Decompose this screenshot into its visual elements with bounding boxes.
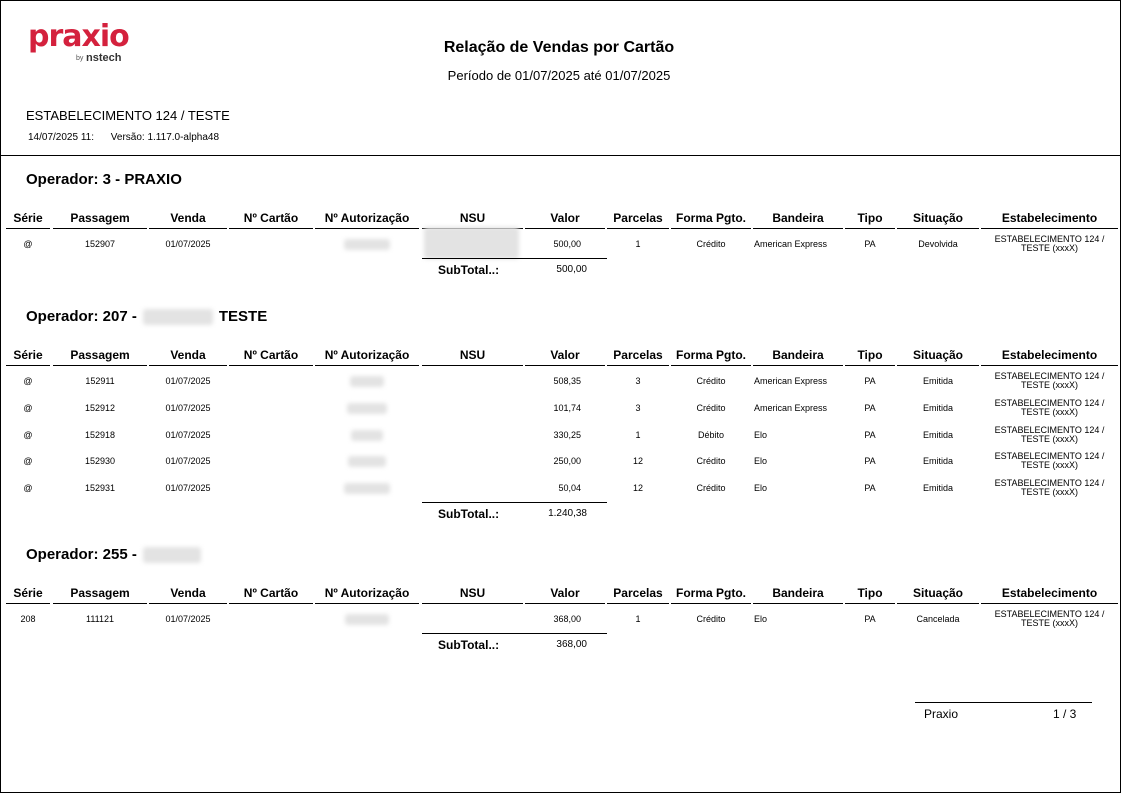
- cell-serie: @: [23, 456, 33, 467]
- column-header: Série: [13, 348, 43, 362]
- cell-bandeira: Elo: [754, 429, 768, 440]
- establishment-cell: ESTABELECIMENTO 124 / TESTE (xxxX): [994, 371, 1105, 390]
- column-header-underline: [525, 228, 605, 229]
- column-header: NSU: [459, 348, 486, 362]
- cell-serie: @: [23, 376, 33, 386]
- column-header-underline: [845, 365, 895, 366]
- column-header-underline: [229, 228, 313, 229]
- column-header-underline: [753, 603, 843, 604]
- column-header: Bandeira: [772, 211, 824, 225]
- column-header-underline: [753, 228, 843, 229]
- column-header: Série: [13, 211, 43, 225]
- column-header: Nº Autorização: [324, 348, 410, 362]
- establishment-cell: ESTABELECIMENTO 124 / TESTE (xxxX): [994, 234, 1105, 253]
- cell-forma: Débito: [697, 429, 724, 440]
- column-header: Valor: [550, 348, 580, 362]
- cell-passagem: 152930: [84, 456, 116, 467]
- logo-wordmark: praxio: [28, 19, 129, 54]
- cell-tipo: PA: [864, 614, 876, 624]
- cell-venda: 01/07/2025: [165, 402, 211, 413]
- column-header: Parcelas: [613, 211, 663, 225]
- column-header: Parcelas: [613, 348, 663, 362]
- cell-tipo: PA: [864, 483, 876, 494]
- cell-parcelas: 3: [635, 402, 641, 413]
- establishment-name: ESTABELECIMENTO 124 / TESTE: [26, 108, 230, 123]
- column-header-underline: [671, 365, 751, 366]
- column-header: Estabelecimento: [1001, 586, 1098, 600]
- column-header: Passagem: [70, 586, 130, 600]
- column-header-underline: [229, 603, 313, 604]
- column-header-underline: [981, 603, 1118, 604]
- column-header: Nº Cartão: [243, 211, 299, 225]
- column-header: Passagem: [70, 348, 130, 362]
- redacted-nsu: [424, 227, 519, 259]
- establishment-cell: ESTABELECIMENTO 124 / TESTE (xxxX): [994, 424, 1105, 444]
- cell-serie: 208: [20, 614, 36, 624]
- cell-venda: 01/07/2025: [165, 614, 211, 624]
- subtotal-label: SubTotal..:: [438, 262, 500, 277]
- cell-parcelas: 12: [632, 456, 643, 467]
- subtotal-value: 500,00: [556, 263, 587, 275]
- cell-situacao: Emitida: [922, 483, 953, 494]
- cell-valor: 508,35: [553, 376, 581, 386]
- establishment-cell: ESTABELECIMENTO 124 / TESTE (xxxX): [994, 397, 1105, 417]
- column-header: Passagem: [70, 211, 130, 225]
- logo-company: nstech: [86, 52, 122, 64]
- cell-passagem: 152931: [84, 483, 116, 494]
- redacted-authorization: [350, 376, 384, 387]
- column-header-underline: [149, 228, 227, 229]
- cell-parcelas: 3: [635, 376, 641, 386]
- column-header-underline: [671, 228, 751, 229]
- column-header-underline: [525, 603, 605, 604]
- column-header-underline: [981, 365, 1118, 366]
- column-header-underline: [229, 365, 313, 366]
- report-period: Período de 01/07/2025 até 01/07/2025: [447, 68, 671, 83]
- report-version: Versão: 1.117.0-alpha48: [110, 132, 220, 143]
- report-meta: [28, 132, 233, 143]
- column-header-underline: [671, 603, 751, 604]
- operator-heading: [26, 546, 207, 563]
- column-header-underline: [753, 365, 843, 366]
- cell-forma: Crédito: [696, 402, 726, 413]
- cell-passagem: 152918: [84, 429, 116, 440]
- cell-parcelas: 12: [632, 483, 643, 494]
- column-header: Parcelas: [613, 586, 663, 600]
- cell-valor: 101,74: [553, 402, 581, 413]
- column-header-underline: [981, 228, 1118, 229]
- establishment-cell: ESTABELECIMENTO 124 / TESTE (xxxX): [994, 478, 1105, 498]
- cell-situacao: Emitida: [922, 376, 953, 386]
- column-header: Tipo: [857, 211, 883, 225]
- cell-situacao: Emitida: [922, 402, 953, 413]
- column-header-underline: [607, 228, 669, 229]
- cell-passagem: 111121: [85, 614, 115, 624]
- cell-parcelas: 1: [635, 429, 641, 440]
- column-header: Valor: [550, 211, 580, 225]
- cell-tipo: PA: [864, 402, 876, 413]
- redacted-authorization: [344, 239, 390, 250]
- operator-label: Operador: 255 -: [26, 546, 137, 563]
- column-header-underline: [315, 603, 419, 604]
- subtotal-label: SubTotal..:: [438, 637, 500, 652]
- redacted-authorization: [347, 403, 387, 414]
- cell-forma: Crédito: [696, 456, 726, 467]
- column-header: Bandeira: [772, 348, 824, 362]
- subtotal-value: 368,00: [556, 638, 587, 650]
- cell-situacao: Devolvida: [918, 239, 958, 249]
- operator-suffix: TESTE: [218, 308, 268, 325]
- cell-serie: @: [23, 402, 33, 413]
- column-header-underline: [53, 365, 147, 366]
- subtotal-divider: [422, 502, 607, 503]
- cell-tipo: PA: [864, 376, 876, 386]
- column-header-underline: [6, 365, 50, 366]
- report-date: 14/07/2025 11:: [28, 132, 94, 143]
- cell-forma: Crédito: [696, 376, 726, 386]
- cell-venda: 01/07/2025: [165, 429, 211, 440]
- cell-valor: 50,04: [558, 483, 581, 494]
- column-header: Bandeira: [772, 586, 824, 600]
- column-header: Nº Cartão: [243, 348, 299, 362]
- subtotal-value: 1.240,38: [548, 508, 587, 519]
- cell-serie: @: [23, 483, 33, 494]
- cell-forma: Crédito: [696, 239, 726, 249]
- cell-tipo: PA: [864, 456, 876, 467]
- cell-tipo: PA: [864, 429, 876, 440]
- establishment-cell: ESTABELECIMENTO 124 / TESTE (xxxX): [994, 609, 1105, 628]
- column-header-underline: [607, 365, 669, 366]
- cell-tipo: PA: [864, 239, 876, 249]
- footer-page-number: 1 / 3: [1053, 707, 1077, 721]
- cell-parcelas: 1: [635, 614, 641, 624]
- cell-valor: 330,25: [553, 429, 581, 440]
- column-header-underline: [53, 228, 147, 229]
- column-header-underline: [422, 365, 523, 366]
- redacted-authorization: [351, 430, 383, 441]
- cell-passagem: 152912: [84, 402, 116, 413]
- column-header: Estabelecimento: [1001, 211, 1098, 225]
- column-header: Valor: [550, 586, 580, 600]
- cell-situacao: Cancelada: [916, 614, 960, 624]
- redacted-authorization: [344, 483, 390, 494]
- cell-venda: 01/07/2025: [165, 239, 211, 249]
- footer-divider: [915, 702, 1092, 703]
- column-header: Tipo: [857, 348, 883, 362]
- cell-serie: @: [23, 429, 33, 440]
- cell-bandeira: American Express: [754, 376, 828, 386]
- column-header: Venda: [170, 211, 206, 225]
- column-header-underline: [525, 365, 605, 366]
- column-header: Venda: [170, 348, 206, 362]
- column-header-underline: [845, 603, 895, 604]
- column-header-underline: [6, 228, 50, 229]
- column-header-underline: [607, 603, 669, 604]
- cell-forma: Crédito: [696, 614, 726, 624]
- column-header: Forma Pgto.: [675, 586, 746, 600]
- column-header-underline: [422, 603, 523, 604]
- column-header: NSU: [459, 211, 486, 225]
- column-header: Situação: [912, 348, 963, 362]
- column-header-underline: [149, 365, 227, 366]
- column-header-underline: [315, 365, 419, 366]
- column-header: Situação: [912, 586, 963, 600]
- column-header: Situação: [912, 211, 963, 225]
- cell-venda: 01/07/2025: [165, 483, 211, 494]
- cell-parcelas: 1: [635, 239, 641, 249]
- redacted-authorization: [348, 456, 386, 467]
- establishment-cell: ESTABELECIMENTO 124 / TESTE (xxxX): [994, 451, 1105, 471]
- operator-heading: [26, 308, 267, 325]
- column-header: Forma Pgto.: [675, 211, 746, 225]
- redacted-authorization: [345, 614, 389, 625]
- column-header-underline: [315, 228, 419, 229]
- cell-valor: 250,00: [553, 456, 581, 467]
- column-header: Nº Autorização: [324, 211, 410, 225]
- column-header-underline: [897, 603, 979, 604]
- subtotal-label: SubTotal..:: [438, 507, 500, 521]
- operator-heading: [26, 171, 182, 188]
- operator-label: Operador: 3 - PRAXIO: [26, 171, 182, 188]
- cell-passagem: 152911: [85, 376, 115, 386]
- column-header-underline: [897, 228, 979, 229]
- subtotal-divider: [422, 258, 607, 259]
- cell-forma: Crédito: [696, 483, 726, 494]
- footer-company: Praxio: [924, 707, 959, 721]
- cell-valor: 368,00: [553, 614, 581, 624]
- column-header: Nº Autorização: [324, 586, 410, 600]
- cell-situacao: Emitida: [922, 456, 953, 467]
- cell-valor: 500,00: [553, 239, 581, 249]
- column-header: Venda: [170, 586, 206, 600]
- column-header: Nº Cartão: [243, 586, 299, 600]
- redacted-operator-name: [143, 309, 213, 325]
- cell-passagem: 152907: [84, 239, 116, 249]
- operator-label: Operador: 207 -: [26, 308, 137, 325]
- cell-venda: 01/07/2025: [165, 376, 211, 386]
- redacted-operator-name: [143, 547, 201, 563]
- column-header: Série: [13, 586, 43, 600]
- cell-bandeira: Elo: [754, 614, 768, 624]
- subtotal-divider: [422, 633, 607, 634]
- column-header: Estabelecimento: [1001, 348, 1098, 362]
- cell-situacao: Emitida: [922, 429, 953, 440]
- report-title: Relação de Vendas por Cartão: [443, 39, 675, 56]
- cell-serie: @: [23, 239, 33, 249]
- cell-bandeira: American Express: [754, 239, 828, 249]
- column-header-underline: [149, 603, 227, 604]
- column-header: NSU: [459, 586, 486, 600]
- cell-bandeira: Elo: [754, 456, 768, 467]
- cell-bandeira: Elo: [754, 483, 768, 494]
- header-divider: [1, 155, 1120, 156]
- column-header-underline: [6, 603, 50, 604]
- column-header-underline: [897, 365, 979, 366]
- column-header-underline: [845, 228, 895, 229]
- cell-bandeira: American Express: [754, 402, 828, 413]
- logo-by: by: [76, 55, 84, 62]
- column-header: Tipo: [857, 586, 883, 600]
- cell-venda: 01/07/2025: [165, 456, 211, 467]
- column-header-underline: [53, 603, 147, 604]
- column-header: Forma Pgto.: [675, 348, 746, 362]
